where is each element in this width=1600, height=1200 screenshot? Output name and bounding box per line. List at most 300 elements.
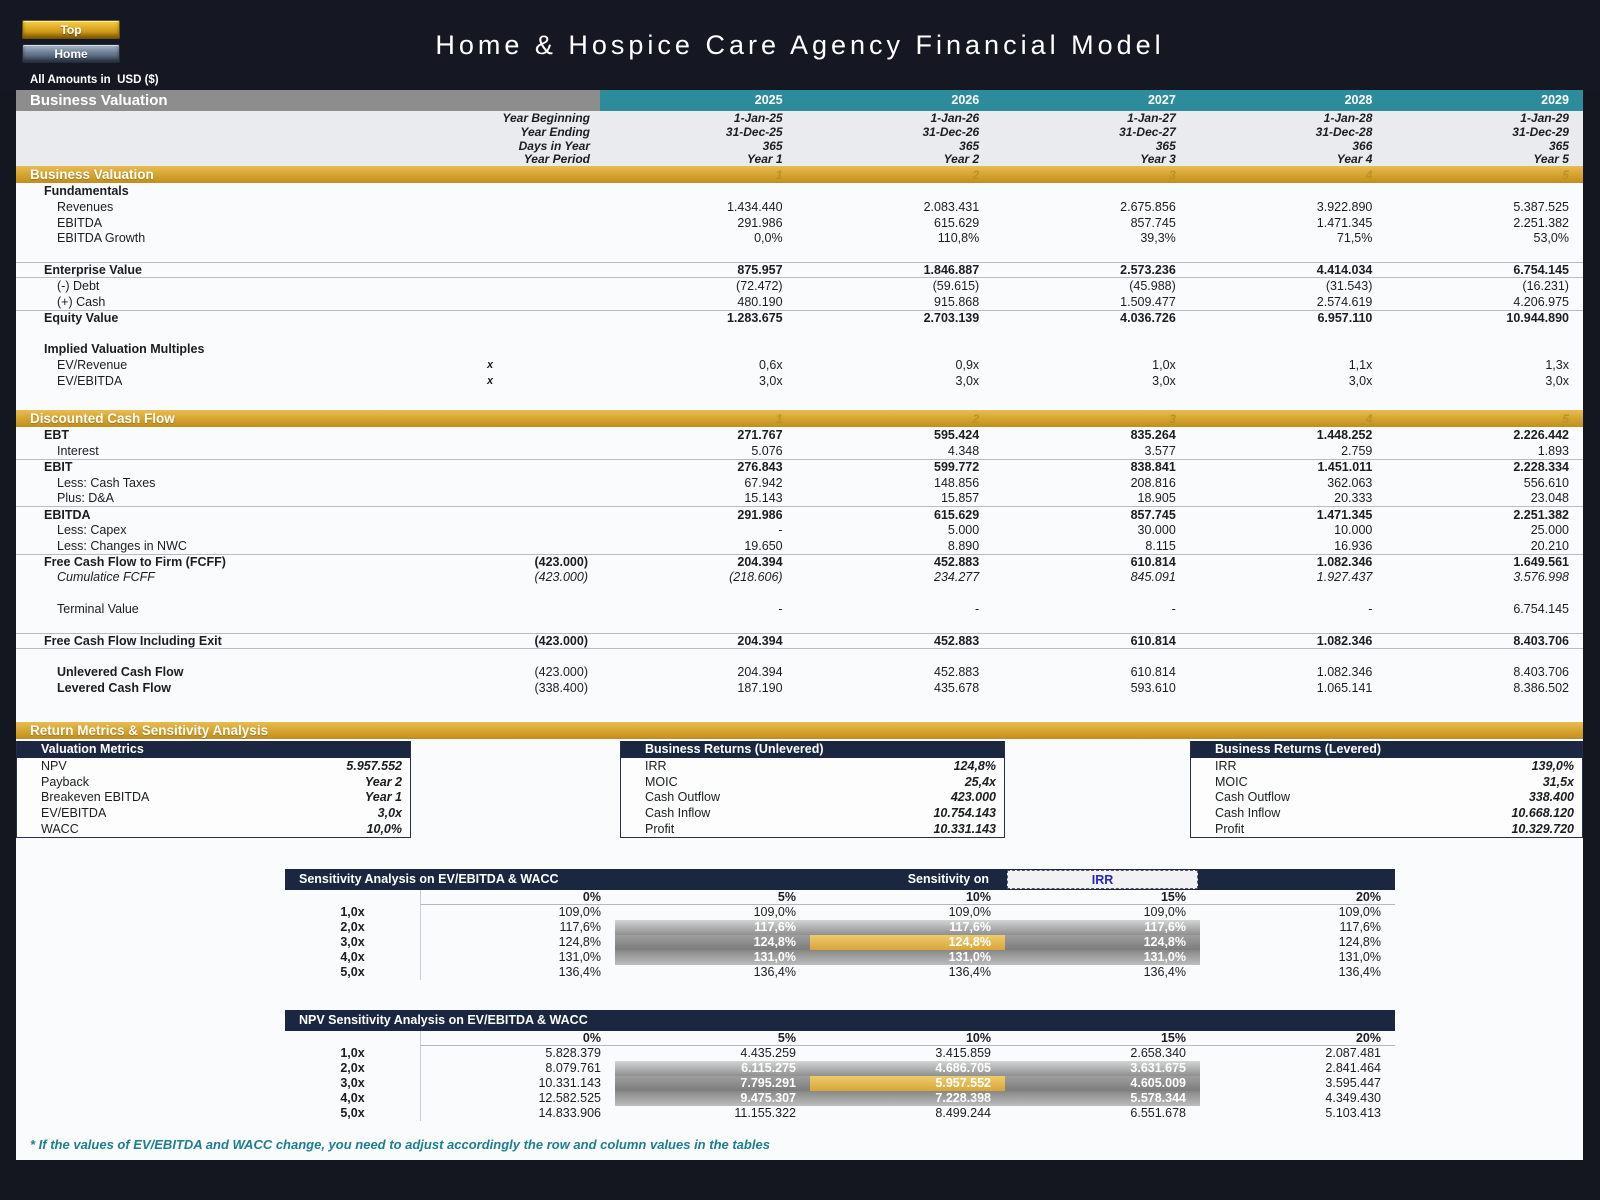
top-header-band — [0, 0, 1600, 90]
year-header-row — [16, 90, 1583, 111]
cell-value: 3.631.675 — [1005, 1061, 1200, 1076]
col-header: 10% — [810, 1031, 1005, 1046]
sheet-title: Business Valuation — [16, 90, 600, 111]
cell-value: 1-Jan-26 — [930, 110, 980, 125]
cell-value: 3.922.890 — [1316, 199, 1373, 214]
table-row — [17, 805, 410, 821]
row-header: 2,0x — [340, 920, 365, 935]
cell-value: 276.843 — [737, 460, 783, 475]
col-header: 20% — [1200, 890, 1395, 905]
sensitivity-npv-header — [285, 1010, 1395, 1031]
row-label: (-) Debt — [57, 278, 100, 293]
cell-value: 12.582.525 — [420, 1091, 615, 1106]
row-label: EV/Revenue — [57, 357, 128, 372]
table-row — [17, 758, 410, 774]
cell-value: 131,0% — [420, 950, 615, 965]
table-row — [16, 664, 1583, 680]
initial-value: (423.000) — [534, 665, 588, 680]
blank-row — [16, 617, 1583, 633]
col-header: 5% — [615, 1031, 810, 1046]
row-label: IRR — [645, 758, 667, 773]
cell-value: - — [1368, 602, 1373, 616]
cell-value: 39,3% — [1140, 231, 1176, 246]
cell-value: 610.814 — [1130, 633, 1176, 648]
cell-value: 1.082.346 — [1316, 555, 1373, 570]
col-header: 20% — [1200, 1031, 1395, 1046]
cell-value: 2.759 — [1341, 444, 1373, 459]
amounts-note: All Amounts in USD ($) — [30, 74, 159, 86]
corner-cell — [285, 1031, 420, 1046]
row-label: Profit — [645, 821, 675, 836]
table-row — [1191, 774, 1582, 790]
row-label: EBT — [44, 428, 69, 443]
period-digit: 3 — [1169, 167, 1176, 182]
table-row — [16, 310, 1583, 326]
cell-value: 556.610 — [1523, 475, 1569, 490]
table-row — [16, 633, 1583, 649]
table-row — [16, 357, 1583, 373]
row-label: Cash Outflow — [1215, 790, 1291, 805]
cell-value: 915.868 — [934, 294, 980, 309]
period-digit: 5 — [1562, 167, 1569, 182]
dcf-section-bar — [16, 410, 1583, 427]
cell-value: 5.957.552 — [810, 1076, 1005, 1091]
sensitivity-npv-table — [285, 1010, 1395, 1121]
table-row — [285, 935, 1395, 950]
row-header: 2,0x — [340, 1061, 365, 1076]
row-label: EBIT — [44, 460, 73, 475]
cell-value: 2.251.382 — [1513, 215, 1569, 230]
cell-value: 615.629 — [934, 507, 980, 522]
cell-value: 2.573.236 — [1120, 263, 1176, 278]
corner-cell — [285, 890, 420, 905]
row-label: Payback — [41, 774, 89, 789]
cell-value: 20.210 — [1530, 538, 1569, 553]
cell-value: 131,0% — [615, 950, 810, 965]
business-valuation-table — [16, 183, 1583, 404]
cell-value: 365 — [1155, 138, 1176, 153]
year-header: 2025 — [600, 90, 797, 111]
period-digit: 4 — [1365, 411, 1373, 426]
table-row — [16, 199, 1583, 215]
cell-value: 4.414.034 — [1316, 263, 1373, 278]
cell-value: 291.986 — [737, 507, 783, 522]
sens-col-header-row — [285, 1031, 1395, 1046]
cell-value: 20.333 — [1334, 491, 1373, 506]
cell-value: 845.091 — [1130, 570, 1176, 585]
table-row — [621, 805, 1004, 821]
table-row — [621, 789, 1004, 805]
table-row — [16, 475, 1583, 491]
blank-row — [16, 246, 1583, 262]
col-header: 15% — [1005, 1031, 1200, 1046]
row-label: Year Ending — [520, 124, 590, 139]
row-header: 4,0x — [340, 950, 365, 965]
col-header: 15% — [1005, 890, 1200, 905]
table-row — [285, 920, 1395, 935]
cell-value: 1.471.345 — [1316, 507, 1373, 522]
panel-header: Business Returns (Levered) — [1191, 741, 1582, 758]
cell-value: 593.610 — [1130, 680, 1176, 695]
cell-value: 148.856 — [934, 475, 980, 490]
cell-value: 11.155.322 — [734, 1106, 796, 1121]
period-digit: 1 — [775, 411, 783, 426]
cell-value: 124,8% — [810, 935, 1005, 950]
cell-value: 8.403.706 — [1513, 665, 1569, 680]
row-label: MOIC — [645, 774, 678, 789]
cell-value: 1.448.252 — [1316, 428, 1373, 443]
row-header: 3,0x — [340, 1076, 365, 1091]
section-title: Business Valuation — [30, 167, 154, 183]
cell-value: 124,8% — [420, 935, 615, 950]
cell-value: (16.231) — [1522, 278, 1569, 293]
cell-value: 234.277 — [934, 570, 980, 585]
row-header: 5,0x — [340, 1106, 365, 1121]
row-label: EV/EBITDA — [41, 806, 107, 821]
cell-value: (218.606) — [729, 570, 783, 585]
cell-value: 30.000 — [1137, 523, 1176, 538]
table-row — [16, 506, 1583, 522]
cell-value: 117,6% — [420, 920, 615, 935]
cell-value: 109,0% — [948, 905, 991, 920]
table-row — [285, 950, 1395, 965]
table-row — [16, 373, 1583, 389]
period-digit: 1 — [775, 167, 783, 182]
table-row — [16, 125, 1583, 139]
panel-header: Business Returns (Unlevered) — [621, 741, 1004, 758]
cell-value: 136,4% — [948, 965, 991, 980]
cell-value: 124,8% — [1005, 935, 1200, 950]
cell-value: 67.942 — [744, 475, 783, 490]
home-button[interactable]: Home — [22, 44, 120, 63]
cell-value: (72.472) — [736, 278, 783, 293]
cell-value: 18.905 — [1137, 491, 1176, 506]
cell-value: 1,0x — [1152, 357, 1176, 372]
table-row — [17, 789, 410, 805]
row-label: Cumulatice FCFF — [57, 570, 155, 585]
cell-value: 3,0x — [1152, 373, 1176, 388]
return-metrics-panels — [16, 741, 1583, 843]
table-row — [16, 427, 1583, 443]
cell-value: 2.675.856 — [1120, 199, 1176, 214]
row-label: (+) Cash — [57, 294, 106, 309]
table-row — [16, 443, 1583, 459]
table-row — [16, 152, 1583, 166]
row-header: 5,0x — [340, 965, 365, 980]
cell-value: 2.087.481 — [1325, 1046, 1381, 1061]
cell-value: 1.082.346 — [1316, 665, 1373, 680]
metrics-panel — [16, 741, 411, 838]
year-header: 2026 — [797, 90, 994, 111]
cell-value: 610.814 — [1130, 665, 1176, 680]
cell-value: 1-Jan-28 — [1323, 110, 1373, 125]
row-label: Less: Cash Taxes — [57, 475, 156, 490]
metrics-panel — [1190, 741, 1583, 838]
cell-value: 365 — [1548, 138, 1569, 153]
cell-value: 1.846.887 — [923, 263, 980, 278]
cell-value: Year 1 — [747, 152, 783, 167]
cell-value: (59.615) — [932, 278, 980, 293]
cell-value: 452.883 — [934, 555, 980, 570]
cell-value: 2.658.340 — [1130, 1046, 1186, 1061]
cell-value: Year 4 — [1336, 152, 1373, 167]
row-label: Days in Year — [518, 138, 590, 153]
cell-value: 7.228.398 — [810, 1091, 1005, 1106]
cell-value: 15.857 — [940, 491, 980, 506]
cell-value: 31-Dec-28 — [1315, 124, 1373, 139]
cell-value: 5.957.552 — [346, 758, 402, 773]
cell-value: 365 — [959, 138, 980, 153]
period-digit: 3 — [1169, 411, 1176, 426]
table-row — [621, 821, 1004, 837]
table-row — [1191, 805, 1582, 821]
cell-value: Year 2 — [364, 774, 402, 789]
row-label: Equity Value — [44, 310, 119, 325]
cell-value: 452.883 — [934, 665, 980, 680]
sensitivity-irr-table — [285, 869, 1395, 980]
cell-value: 838.841 — [1130, 460, 1176, 475]
cell-value: 124,8% — [1338, 935, 1381, 950]
sensitivity-npv-grid — [285, 1031, 1395, 1121]
row-header: 1,0x — [340, 1046, 365, 1061]
cell-value: 423.000 — [950, 790, 996, 805]
cell-value: 1.434.440 — [726, 199, 783, 214]
cell-value: 109,0% — [420, 905, 615, 920]
cell-value: 109,0% — [1143, 905, 1186, 920]
cell-value: - — [1171, 602, 1176, 616]
cell-value: 8.890 — [947, 538, 980, 553]
table-row — [285, 1076, 1395, 1091]
col-header: 10% — [810, 890, 1005, 905]
cell-value: 15.143 — [744, 491, 783, 506]
cell-value: 1.451.011 — [1317, 460, 1373, 475]
cell-value: 875.957 — [737, 263, 783, 278]
period-digit: 2 — [972, 411, 980, 426]
page-title: Home & Hospice Care Agency Financial Model — [435, 30, 1165, 60]
cell-value: 1.649.561 — [1513, 555, 1569, 570]
cell-value: 5.578.344 — [1005, 1091, 1200, 1106]
table-row — [1191, 789, 1582, 805]
table-row — [285, 1046, 1395, 1061]
cell-value: 31,5x — [1542, 774, 1574, 789]
cell-value: Year 1 — [364, 790, 402, 805]
table-row — [16, 294, 1583, 310]
cell-value: 204.394 — [737, 555, 783, 570]
cell-value: 1-Jan-25 — [733, 110, 783, 125]
sens-col-header-row — [285, 890, 1395, 905]
cell-value: 31-Dec-29 — [1512, 124, 1569, 139]
cell-value: 16.936 — [1334, 538, 1373, 553]
row-label: Interest — [57, 444, 99, 459]
cell-value: 4.605.009 — [1005, 1076, 1200, 1091]
period-digit: 5 — [1562, 411, 1569, 426]
cell-value: - — [975, 602, 980, 616]
table-row — [16, 111, 1583, 125]
col-header: 0% — [420, 1031, 615, 1046]
cell-value: 4.349.430 — [1325, 1091, 1381, 1106]
metrics-panel — [620, 741, 1005, 838]
cell-value: 31-Dec-27 — [1119, 124, 1176, 139]
cell-value: 3.577 — [1144, 444, 1176, 459]
cell-value: 10.668.120 — [1511, 806, 1574, 821]
cell-value: - — [778, 523, 783, 538]
date-rows — [16, 111, 1583, 166]
row-label: Cash Outflow — [645, 790, 721, 805]
cell-value: 1.065.141 — [1316, 680, 1373, 695]
panel-header: Valuation Metrics — [17, 741, 410, 758]
row-label: IRR — [1215, 758, 1237, 773]
cell-value: 3.595.447 — [1325, 1076, 1381, 1091]
cell-value: 136,4% — [753, 965, 796, 980]
cell-value: 8.499.244 — [935, 1106, 991, 1121]
year-header: 2029 — [1386, 90, 1583, 111]
row-label: Cash Inflow — [1215, 806, 1281, 821]
row-label: Enterprise Value — [44, 263, 142, 278]
cell-value: - — [778, 602, 783, 616]
table-row — [285, 1091, 1395, 1106]
cell-value: 3.415.859 — [935, 1046, 991, 1061]
table-row — [16, 680, 1583, 696]
dcf-table — [16, 427, 1583, 696]
row-label: MOIC — [1215, 774, 1248, 789]
cell-value: 6.754.145 — [1513, 263, 1569, 278]
row-label: Year Period — [523, 152, 590, 167]
cell-value: 366 — [1352, 138, 1373, 153]
cell-value: 10.331.143 — [933, 821, 996, 836]
row-label: Unlevered Cash Flow — [57, 665, 184, 680]
cell-value: 204.394 — [737, 633, 783, 648]
cell-value: 2.841.464 — [1325, 1061, 1381, 1076]
cell-value: 10,0% — [366, 821, 402, 836]
cell-value: 2.226.442 — [1513, 428, 1569, 443]
table-row — [16, 459, 1583, 475]
cell-value: 117,6% — [1339, 920, 1381, 935]
cell-value: 1-Jan-27 — [1127, 110, 1176, 125]
cell-value: 10.944.890 — [1506, 310, 1569, 325]
sensitivity-on-select[interactable]: IRR — [1007, 870, 1198, 889]
cell-value: 19.650 — [744, 538, 783, 553]
table-row — [16, 538, 1583, 554]
top-button[interactable]: Top — [22, 20, 120, 39]
cell-value: 0,6x — [758, 357, 783, 372]
cell-value: 857.745 — [1130, 215, 1176, 230]
row-label: Cash Inflow — [645, 806, 711, 821]
cell-value: 1.471.345 — [1316, 215, 1373, 230]
row-label: Plus: D&A — [57, 491, 114, 506]
cell-value: 6.754.145 — [1513, 602, 1569, 616]
blank-row — [16, 325, 1583, 341]
row-label: EBITDA Growth — [57, 231, 146, 246]
cell-value: 2.703.139 — [923, 310, 980, 325]
row-label: EV/EBITDA — [57, 373, 123, 388]
row-label: WACC — [41, 821, 79, 836]
cell-value: 8.115 — [1145, 538, 1176, 553]
table-row — [621, 774, 1004, 790]
row-label: Revenues — [57, 199, 114, 214]
table-row — [17, 821, 410, 837]
period-digit: 4 — [1365, 167, 1373, 182]
table-row — [16, 554, 1583, 570]
cell-value: 117,6% — [1005, 920, 1200, 935]
cell-value: 117,6% — [810, 920, 1005, 935]
cell-value: 208.816 — [1130, 475, 1176, 490]
cell-value: 4.435.259 — [740, 1046, 796, 1061]
cell-value: 2.083.431 — [923, 199, 980, 214]
table-row — [16, 183, 1583, 199]
initial-value: x — [486, 374, 494, 387]
year-header: 2028 — [1190, 90, 1387, 111]
cell-value: 615.629 — [934, 215, 980, 230]
period-digit: 2 — [972, 167, 980, 182]
row-label: Free Cash Flow to Firm (FCFF) — [44, 555, 226, 570]
table-row — [16, 491, 1583, 507]
blank-row — [16, 389, 1583, 405]
sensitivity-irr-header — [285, 869, 1395, 890]
cell-value: 5.000 — [947, 523, 980, 538]
initial-value: (423.000) — [534, 570, 588, 585]
cell-value: 8.403.706 — [1513, 633, 1569, 648]
col-header: 5% — [615, 890, 810, 905]
row-header: 4,0x — [340, 1091, 365, 1106]
section-title: Return Metrics & Sensitivity Analysis — [30, 722, 269, 738]
cell-value: 136,4% — [1143, 965, 1186, 980]
cell-value: 71,5% — [1336, 231, 1373, 246]
cell-value: 3,0x — [758, 373, 783, 388]
row-label: Free Cash Flow Including Exit — [44, 633, 222, 648]
cell-value: 365 — [762, 138, 783, 153]
row-label: EBITDA — [57, 215, 103, 230]
cell-value: 2.574.619 — [1316, 294, 1373, 309]
cell-value: 271.767 — [737, 428, 783, 443]
cell-value: 599.772 — [934, 460, 980, 475]
cell-value: 1-Jan-29 — [1520, 110, 1569, 125]
initial-value: (423.000) — [534, 555, 588, 570]
row-label: Terminal Value — [57, 602, 139, 616]
cell-value: 4.686.705 — [810, 1061, 1005, 1076]
cell-value: 5.103.413 — [1325, 1106, 1381, 1121]
table-row — [16, 215, 1583, 231]
cell-value: 610.814 — [1130, 555, 1176, 570]
cell-value: 10.329.720 — [1511, 821, 1574, 836]
row-label: Levered Cash Flow — [57, 680, 171, 695]
cell-value: 8.079.761 — [420, 1061, 615, 1076]
cell-value: 3,0x — [955, 373, 980, 388]
cell-value: 362.063 — [1327, 475, 1373, 490]
row-label: Less: Capex — [57, 523, 127, 538]
table-row — [16, 262, 1583, 278]
cell-value: 139,0% — [1531, 758, 1574, 773]
row-header: 1,0x — [340, 905, 365, 920]
table-row — [16, 278, 1583, 294]
cell-value: 124,8% — [953, 758, 996, 773]
cell-value: 291.986 — [737, 215, 783, 230]
sensitivity-irr-grid — [285, 890, 1395, 980]
cell-value: 14.833.906 — [420, 1106, 615, 1121]
row-label: Year Beginning — [502, 110, 590, 125]
cell-value: 131,0% — [810, 950, 1005, 965]
cell-value: 109,0% — [753, 905, 796, 920]
row-label: Profit — [1215, 821, 1245, 836]
cell-value: 10.000 — [1334, 523, 1373, 538]
cell-value: 1.893 — [1537, 444, 1569, 459]
cell-value: 0,9x — [955, 357, 980, 372]
cell-value: 131,0% — [1338, 950, 1381, 965]
cell-value: (45.988) — [1129, 278, 1176, 293]
cell-value: 109,0% — [1338, 905, 1381, 920]
cell-value: 8.386.502 — [1513, 680, 1569, 695]
cell-value: 3,0x — [1545, 373, 1569, 388]
cell-value: 5.828.379 — [420, 1046, 615, 1061]
